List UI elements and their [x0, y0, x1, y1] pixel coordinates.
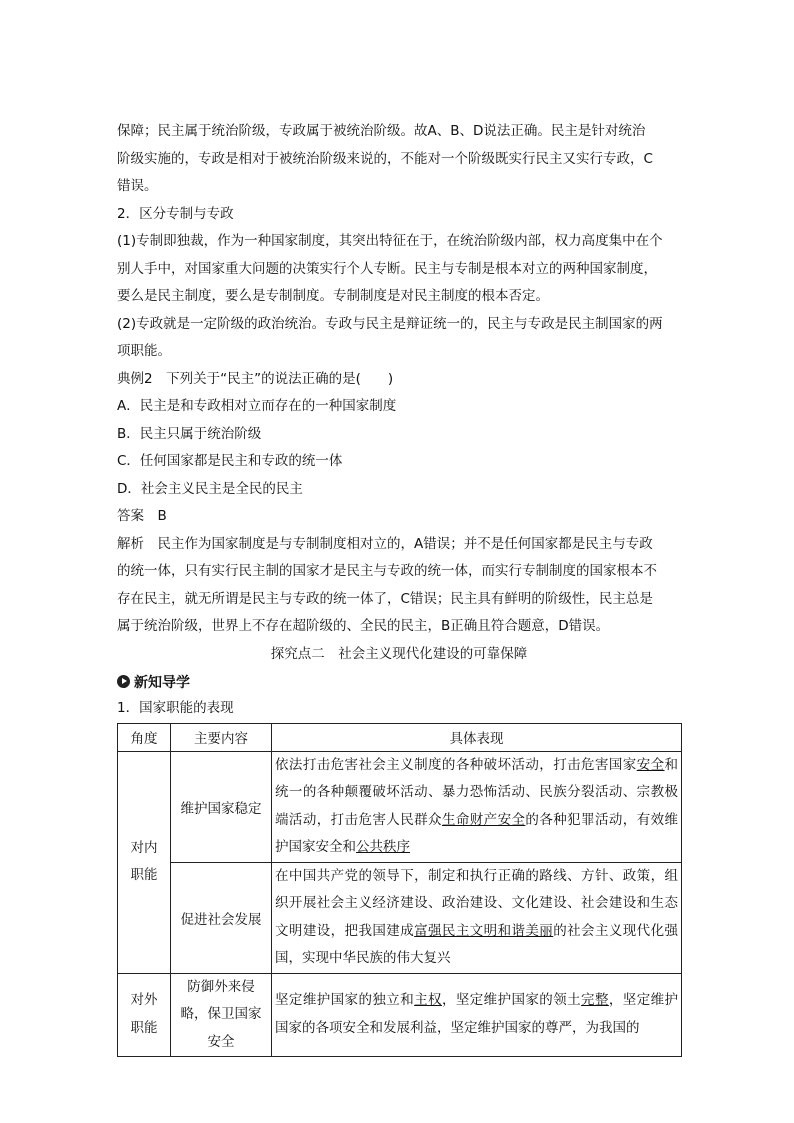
guide-title-text: 新知导学	[134, 674, 190, 691]
detail-text: 和统一的各种颠覆破坏活动、暴力恐怖活动、民族分裂活动、宗教极端活动，打击危害人民群众	[275, 756, 679, 828]
answer-label: 答案	[117, 508, 144, 524]
analysis-line: 的统一体，只有实行民主制的国家才是民主与专政的统一体，而实行专制制度的国家根本不	[117, 563, 657, 579]
header-detail: 具体表现	[272, 723, 682, 751]
header-content: 主要内容	[171, 723, 272, 751]
row3-detail	[272, 973, 682, 1057]
detail-text: 的各种犯罪活动，有效维护国家安全和	[275, 811, 679, 855]
option-d: D．社会主义民主是全民的民主	[117, 480, 303, 497]
row3-content: 防御外来侵略，保卫国家安全	[171, 973, 272, 1057]
answer-line	[117, 503, 681, 531]
paragraph-line: 别人手中，对国家重大问题的决策实行个人专断。民主与专制是根本对立的两种国家制度，	[117, 260, 657, 277]
underlined-text: 公共秩序	[356, 839, 410, 855]
underlined-text: 主权	[414, 992, 442, 1009]
detail-text: 依法打击危害社会主义制度的各种破坏活动，打击危害国家	[275, 756, 637, 773]
example-label: 典例2	[117, 370, 153, 387]
row2-detail	[272, 862, 682, 973]
analysis-label: 解析	[117, 535, 144, 552]
row2-content: 促进社会发展	[171, 862, 272, 973]
table-row	[118, 973, 682, 1057]
paragraph-line: 错误。	[117, 178, 158, 194]
underlined-text: 安全	[636, 756, 665, 773]
external-function-cell: 对外职能	[118, 973, 171, 1057]
analysis-line	[117, 531, 681, 559]
detail-text: 的社会主义现代化强国，实现中华民族的伟大复兴	[275, 922, 679, 966]
example-question	[117, 366, 681, 394]
state-functions-table	[117, 723, 682, 1058]
option-a: A．民主是和专政相对立而存在的一种国家制度	[117, 398, 397, 414]
header-angle: 角度	[118, 723, 171, 751]
table-row	[118, 751, 682, 862]
detail-text: 坚定维护国家的独立和	[275, 992, 415, 1009]
option-b: B．民主只属于统治阶级	[117, 425, 262, 442]
analysis-text: 民主作为国家制度是与专制制度相对立的，A错误；并不是任何国家都是民主与专政	[157, 535, 653, 552]
analysis-line: 属于统治阶级，世界上不存在超阶级的、全民的民主，B正确且符合题意，D错误。	[117, 618, 610, 634]
guide-title	[117, 668, 681, 695]
paragraph-line: (2)专政就是一定阶级的政治统治。专政与民主是辩证统一的，民主与专政是民主制国家的两	[117, 315, 663, 332]
answer-value: B	[157, 508, 167, 524]
underlined-text: 生命财产安全	[441, 811, 526, 828]
analysis-line: 存在民主，就无所谓是民主与专政的统一体了，C错误；民主具有鲜明的阶级性，民主总是	[117, 590, 653, 607]
row1-detail	[272, 751, 682, 862]
paragraph-line: 阶级实施的，专政是相对于被统治阶级来说的，不能对一个阶级既实行民主又实行专政，C	[117, 150, 653, 167]
detail-text: 在中国共产党的领导下，制定和执行正确的路线、方针、政策，组织开展社会主义经济建设、政治建设、文化建设、社会建设和生态文明建设，把我国建成	[275, 867, 678, 939]
option-c: C．任何国家都是民主和专政的统一体	[117, 453, 343, 469]
document-page	[117, 118, 681, 1057]
row1-content: 维护国家稳定	[171, 751, 272, 862]
paragraph-line: (1)专制即独裁，作为一种国家制度，其突出特征在于，在统治阶级内部，权力高度集中在个	[117, 233, 663, 249]
internal-function-cell: 对内职能	[118, 751, 171, 973]
table-header-row	[118, 723, 682, 751]
section-title: 探究点二 社会主义现代化建设的可靠保障	[270, 645, 528, 662]
underlined-text: 完整	[581, 992, 609, 1009]
detail-text: ，坚定维护国家的各项安全和发展利益，坚定维护国家的尊严，为我国的	[275, 992, 679, 1036]
paragraph-line: 保障；民主属于统治阶级，专政属于被统治阶级。故A、B、D说法正确。民主是针对统治	[117, 123, 646, 139]
example-question-text: 下列关于“民主”的说法正确的是( )	[166, 370, 394, 387]
paragraph-line: 项职能。	[117, 343, 171, 359]
detail-text: ，坚定维护国家的领土	[441, 992, 582, 1009]
heading-state-functions: 1．国家职能的表现	[117, 700, 234, 716]
play-circle-icon	[117, 675, 130, 688]
underlined-text: 富强民主文明和谐美丽	[414, 922, 554, 939]
paragraph-line: 要么是民主制度，要么是专制制度。专制制度是对民主制度的根本否定。	[117, 288, 549, 304]
heading-distinguish: 2．区分专制与专政	[117, 205, 234, 222]
table-row	[118, 862, 682, 973]
